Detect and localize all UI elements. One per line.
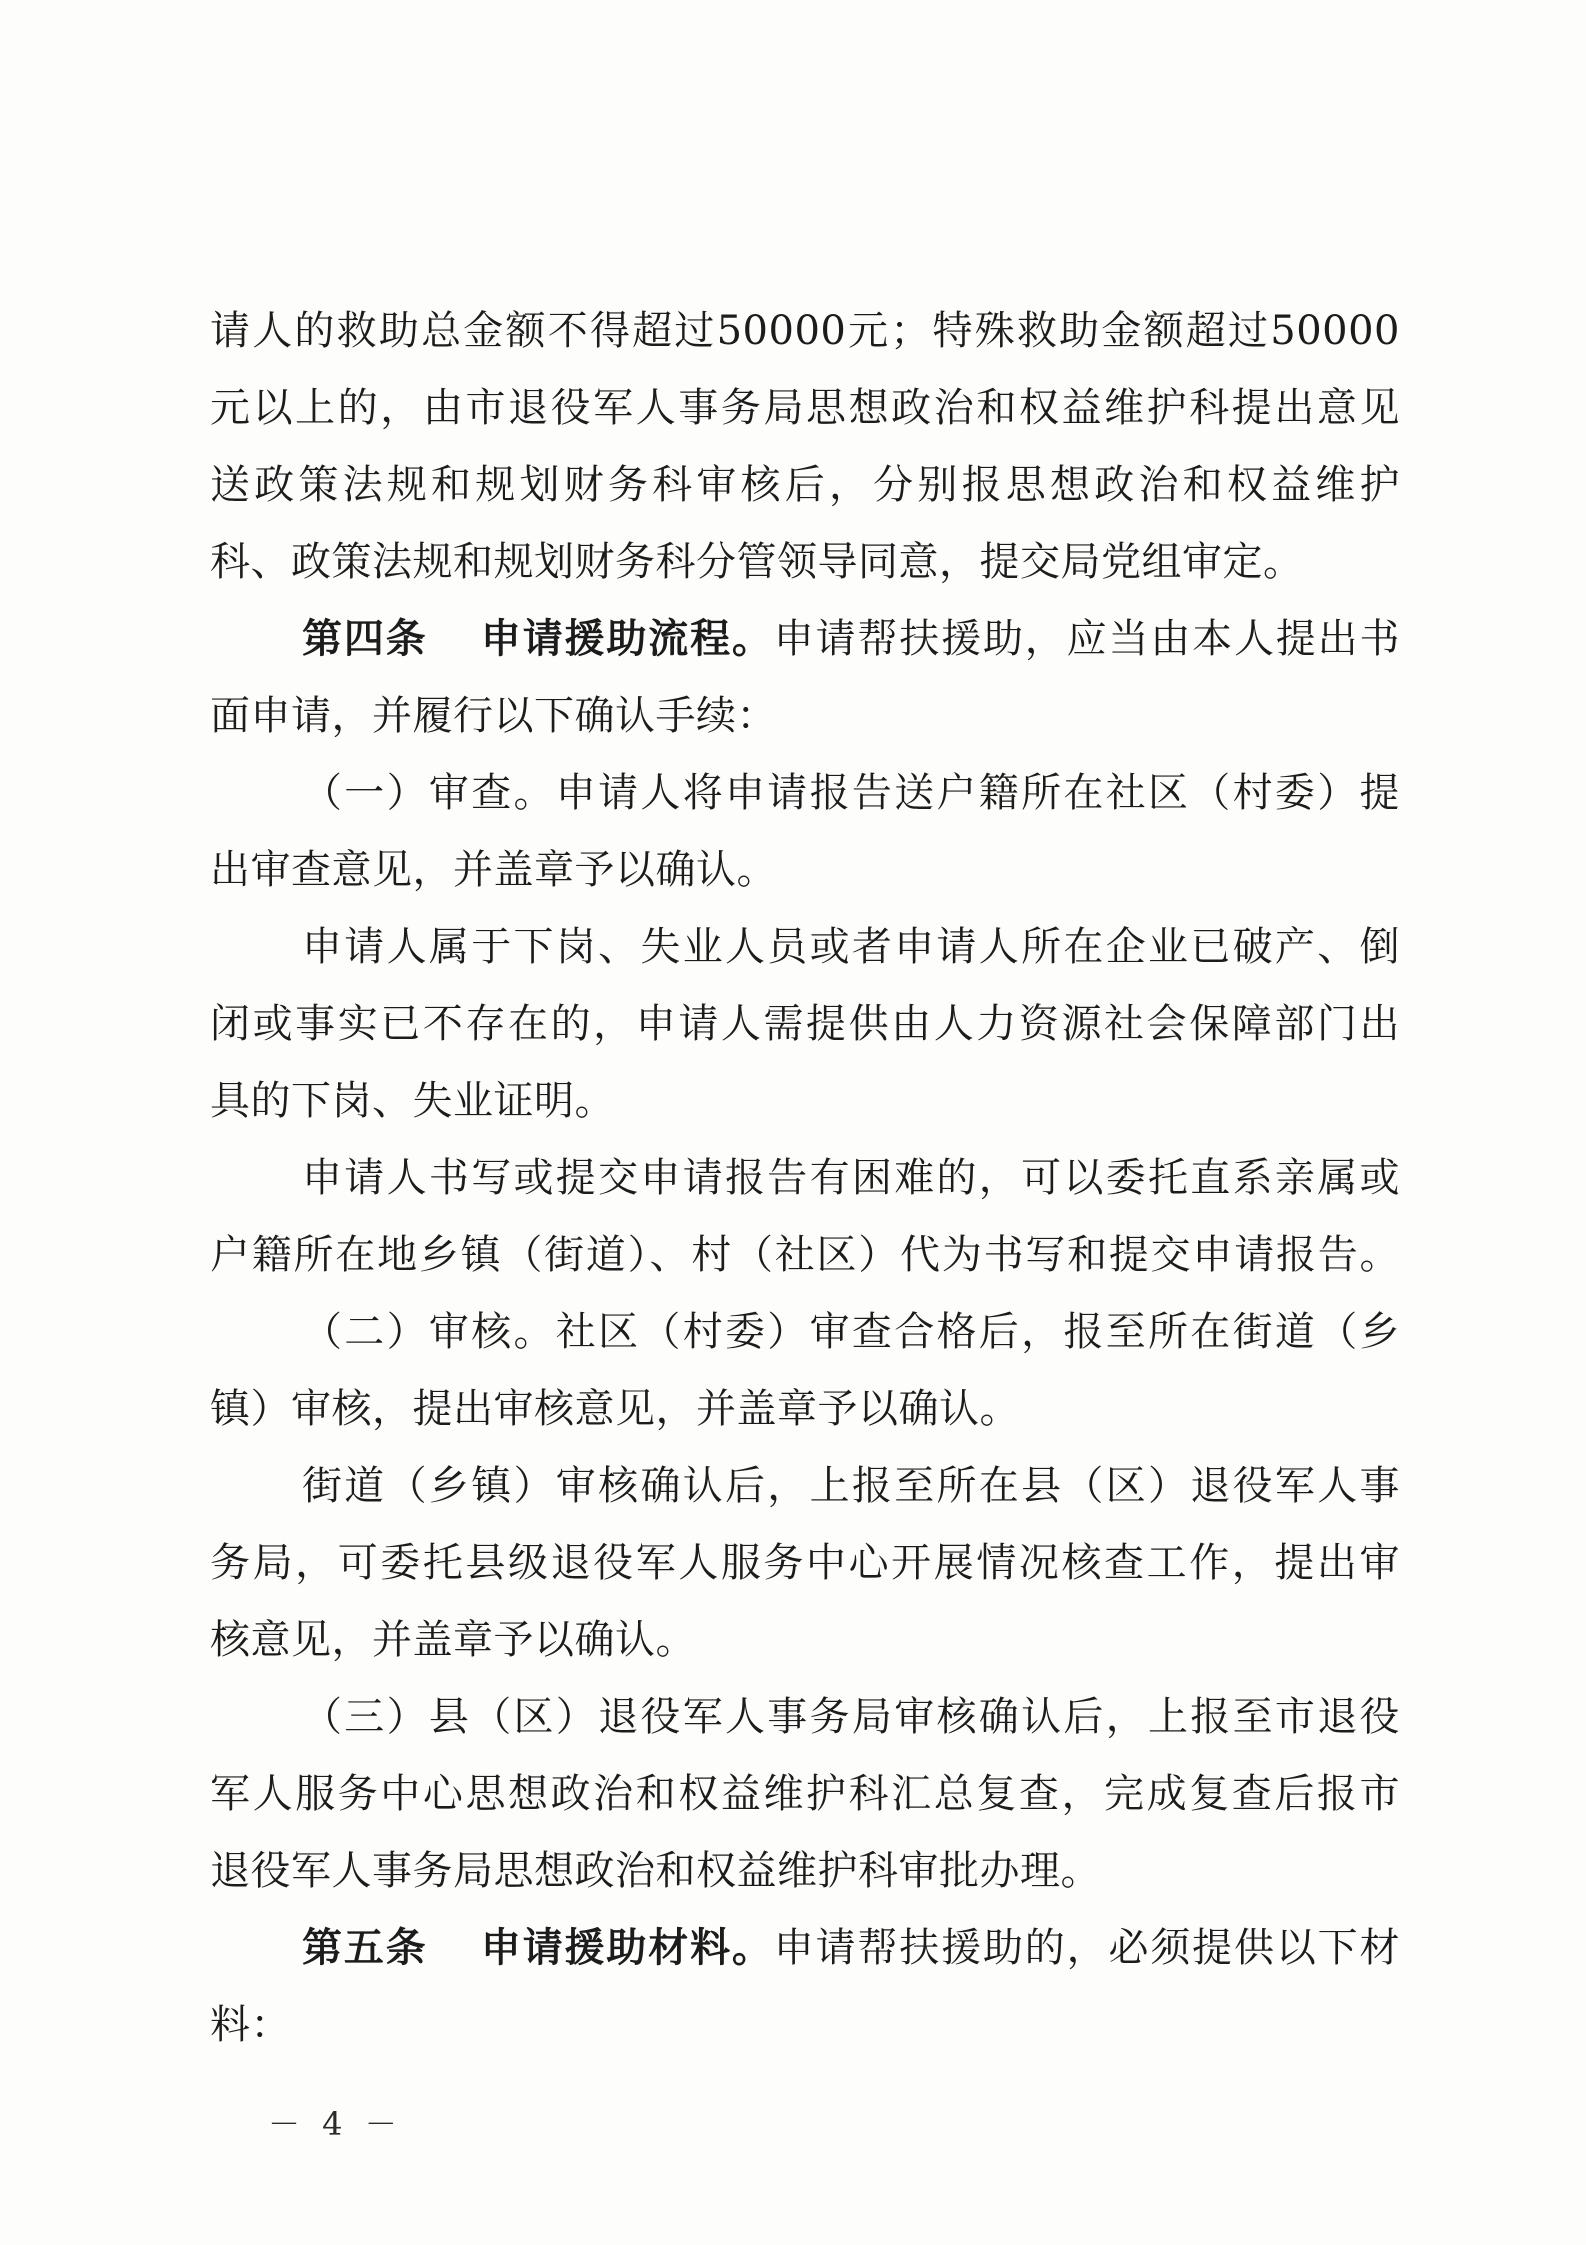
body-text <box>210 293 1400 2064</box>
article-5-line <box>210 1910 1400 1987</box>
article-4-line <box>210 601 1400 678</box>
article-5-heading: 第五条 <box>302 1925 428 1971</box>
paragraph-line: 街道（乡镇）审核确认后，上报至所在县（区）退役军人事 <box>302 1463 1400 1509</box>
text-line: 户籍所在地乡镇（街道）、村（社区）代为书写和提交申请报告。 <box>210 1232 1400 1278</box>
paragraph-line: 申请人书写或提交申请报告有困难的，可以委托直系亲属或 <box>302 1155 1400 1201</box>
text-line: 请人的救助总金额不得超过50000元；特殊救助金额超过50000 <box>210 308 1400 354</box>
item-1-line: （一）审查。申请人将申请报告送户籍所在社区（村委）提 <box>302 770 1400 816</box>
text-line: 料： <box>210 2002 291 2048</box>
text-line: 具的下岗、失业证明。 <box>210 1078 615 1124</box>
article-4-heading: 第四条 <box>302 616 428 662</box>
text-line: 出审查意见，并盖章予以确认。 <box>210 847 777 893</box>
paragraph-line: 申请人属于下岗、失业人员或者申请人所在企业已破产、倒 <box>302 924 1400 970</box>
text-line: 闭或事实已不存在的，申请人需提供由人力资源社会保障部门出 <box>210 1001 1400 1047</box>
text-line: 科、政策法规和规划财务科分管领导同意，提交局党组审定。 <box>210 539 1304 585</box>
item-2-line: （二）审核。社区（村委）审查合格后，报至所在街道（乡 <box>302 1309 1400 1355</box>
item-3-line: （三）县（区）退役军人事务局审核确认后，上报至市退役 <box>302 1694 1400 1740</box>
text-line: 元以上的，由市退役军人事务局思想政治和权益维护科提出意见 <box>210 385 1400 431</box>
text-line: 务局，可委托县级退役军人服务中心开展情况核查工作，提出审 <box>210 1540 1400 1586</box>
text-line: 面申请，并履行以下确认手续： <box>210 693 777 739</box>
page-number: － 4 － <box>268 2105 403 2143</box>
article-5-title: 申请援助材料。 <box>479 1925 774 1971</box>
article-4-title: 申请援助流程。 <box>479 616 774 662</box>
text-line: 镇）审核，提出审核意见，并盖章予以确认。 <box>210 1386 1020 1432</box>
article-5-text: 申请帮扶援助的，必须提供以下材 <box>773 1925 1401 1971</box>
text-line: 退役军人事务局思想政治和权益维护科审批办理。 <box>210 1848 1101 1894</box>
text-line: 军人服务中心思想政治和权益维护科汇总复查，完成复查后报市 <box>210 1771 1400 1817</box>
article-4-text: 申请帮扶援助，应当由本人提出书 <box>773 616 1401 662</box>
text-line: 核意见，并盖章予以确认。 <box>210 1617 696 1663</box>
text-line: 送政策法规和规划财务科审核后，分别报思想政治和权益维护 <box>210 462 1400 508</box>
